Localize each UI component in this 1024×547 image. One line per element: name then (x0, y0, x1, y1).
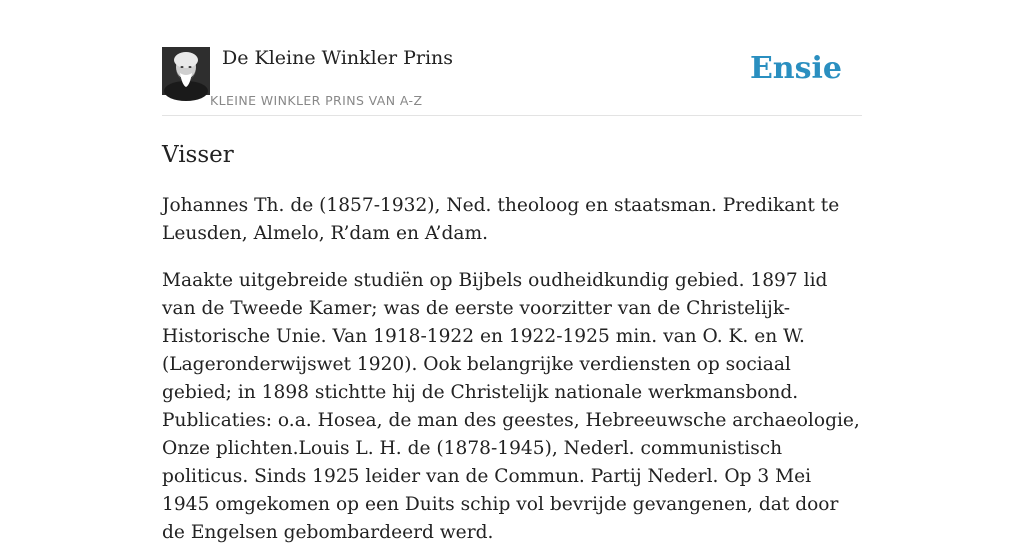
brand-logo[interactable]: Ensie (749, 51, 842, 86)
entry-title: Visser (162, 142, 234, 168)
avatar[interactable] (162, 47, 210, 95)
book-title[interactable]: De Kleine Winkler Prins (222, 47, 454, 69)
entry-paragraph-1: Johannes Th. de (1857-1932), Ned. theoloog en staatsman. Predikant te Leusden, Almelo, R’dam en A’dam. (162, 195, 840, 244)
book-subtitle[interactable]: KLEINE WINKLER PRINS VAN A-Z (210, 93, 423, 108)
bearded-man-portrait-icon (162, 47, 210, 95)
header (162, 0, 862, 116)
content-container (162, 0, 862, 543)
entry-paragraph-2: Maakte uitgebreide studiën op Bijbels oudheidkundig gebied. 1897 lid van de Tweede Kamer; was de eerste voorzitter van de Christelijk-Historische Unie. Van 1918-1922 en 1922-1925 min. van O. K. en W. (Lageronderwijswet 1920). Ook belangrijke verdiensten op sociaal gebied; in 1898 stichtte hij de Christelijk nationale werkmansbond. Publicaties: o.a. Hosea, de man des geestes, Hebreeuwsche archaeologie, Onze plichten.Louis L. H. de (1878-1945), Nederl. communistisch politicus. Sinds 1925 leider van de Commun. Partij Nederl. Op 3 Mei 1945 omgekomen op een Duits schip vol bevrijde gevangenen, dat door de Engelsen gebombardeerd werd. (162, 270, 860, 543)
